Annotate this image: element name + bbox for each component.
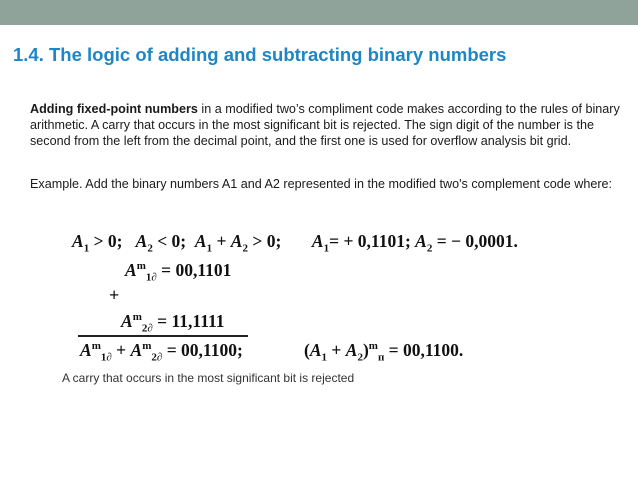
formula-sum: $A^m_{1\partial} + A^m_{2\partial} = 00,1100$; (80, 340, 243, 364)
carry-note: A carry that occurs in the most significant bit is rejected (62, 371, 355, 385)
sum-divider-line (78, 335, 248, 337)
paragraph-text: in a modified two’s compliment code makes according to the rules of binary arithmetic. A carry that occurs in the most significant bit is rejected. The sign digit of the number is the second from the left from the decimal point, and the first one is used for overflow analysis bit grid. (30, 102, 620, 149)
bold-lead: Adding fixed-point numbers (30, 102, 198, 116)
formula-result: $(A_1 + A_2)^m_п = 00,1100$. (304, 340, 464, 364)
formula-a2-code: $A^m_{2\partial} = 11,1111$ (121, 311, 225, 335)
paragraph-example: Example. Add the binary numbers A1 and A2 represented in the modified two's complement code where: (30, 177, 613, 191)
header-bar (0, 0, 638, 25)
formula-plus-sign: + (109, 285, 120, 305)
slide-title: 1.4. The logic of adding and subtracting binary numbers (13, 44, 507, 65)
paragraph-adding-rules (30, 101, 620, 150)
formula-a1-code: $A^m_{1\partial} = 00,1101$ (125, 260, 232, 284)
formula-condition: $A_1 > 0$; $A_2 < 0$; $A_1 + A_2 > 0$; $A_1= + 0,1101$; $A_2$ = − 0,0001. (72, 231, 518, 255)
